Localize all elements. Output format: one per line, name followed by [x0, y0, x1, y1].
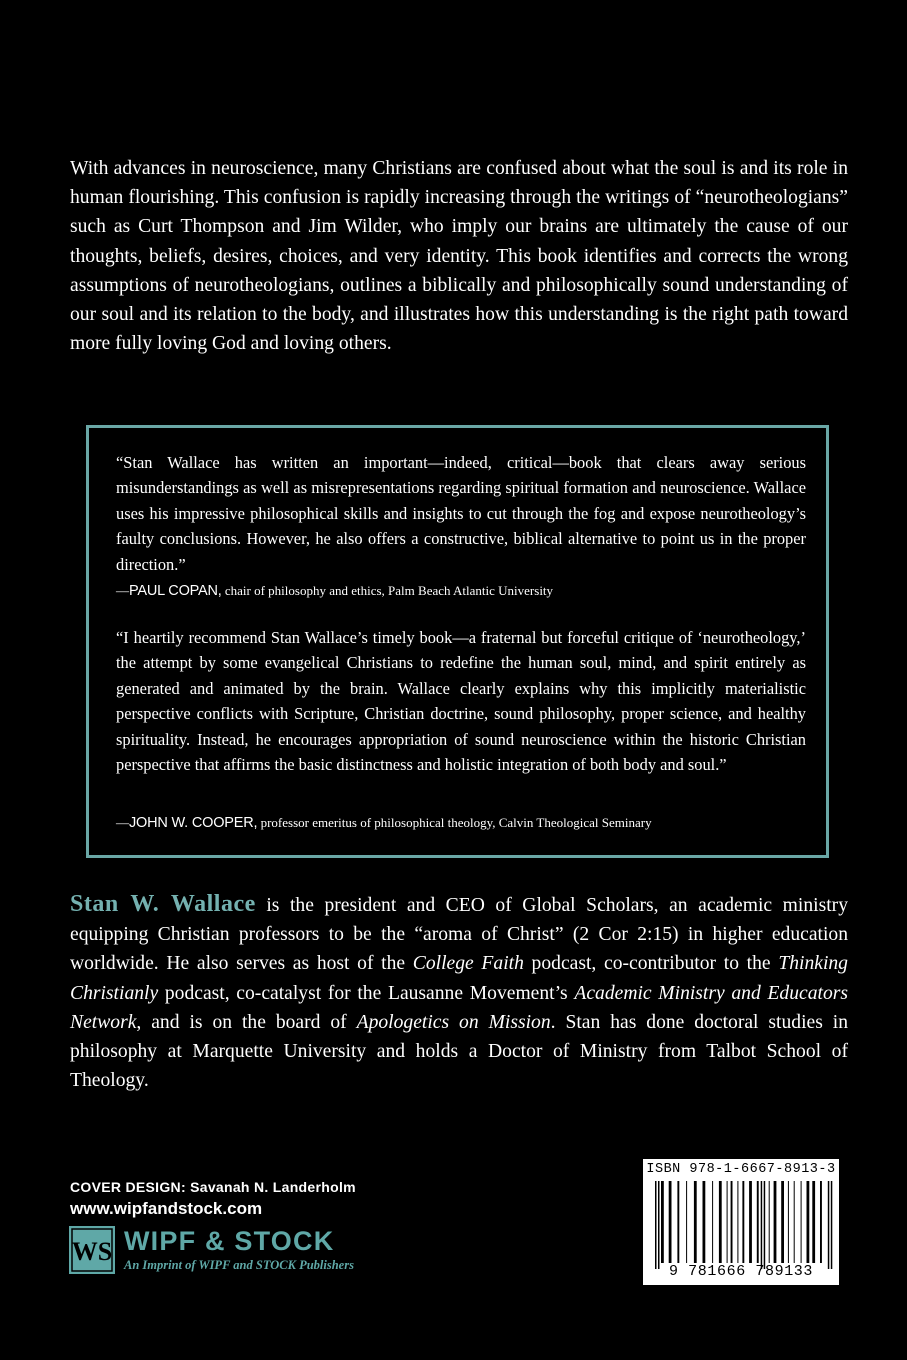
- barcode-bar: [727, 1181, 728, 1263]
- endorsements-box: [86, 425, 829, 858]
- publisher-imprint: An Imprint of WIPF and STOCK Publishers: [124, 1258, 354, 1272]
- barcode-bar: [677, 1181, 679, 1263]
- back-cover-blurb: With advances in neuroscience, many Christians are confused about what the soul is and its role in human flourishing. This confusion is rapidly increasing through the writings of “neurotheologians” such as Curt Thompson and Jim Wilder, who imply our brains are ultimately the cause of our thoughts, beliefs, desires, choices, and very identity. This book identifies and corrects the wrong assumptions of neurotheologians, outlines a biblically and philosophically sound understanding of our soul and its relation to the body, and illustrates how this understanding is the right path toward more fully loving God and loving others.: [70, 158, 848, 355]
- endorsement-quote: “Stan Wallace has written an important—indeed, critical—book that clears away serious misunderstandings as well as misrepresentations regarding spiritual formation and neuroscience. Wallace uses his impressive philosophical skills and insights to cut through the fog and expose neurotheology’s faulty conclusions. However, he also offers a constructive, biblical alternative to point us in the proper direction.”: [116, 453, 806, 574]
- endorser-title: chair of philosophy and ethics, Palm Beach Atlantic University: [221, 583, 554, 598]
- bio-italic-title: College Faith: [412, 953, 524, 975]
- barcode-bar: [769, 1181, 770, 1263]
- endorsement-attribution: [116, 815, 816, 831]
- publisher-website-link[interactable]: www.wipfandstock.com: [70, 1199, 263, 1218]
- barcode-bar: [828, 1181, 830, 1269]
- barcode-bar: [658, 1181, 660, 1269]
- logo-monogram: WS: [71, 1237, 113, 1266]
- publisher-logo-icon: [69, 1226, 115, 1274]
- barcode-bar: [749, 1181, 752, 1263]
- publisher-name: WIPF & STOCK: [124, 1226, 335, 1256]
- bio-italic-title: Academic Ministry and Educators Network: [70, 982, 848, 1033]
- bio-text: podcast, co-catalyst for the Lausanne Movement’s: [158, 982, 575, 1004]
- barcode-bar: [761, 1181, 763, 1269]
- endorser-name: PAUL COPAN,: [129, 583, 222, 599]
- barcode-bar: [703, 1181, 706, 1263]
- barcode-bar: [794, 1181, 795, 1263]
- barcode-bar: [788, 1181, 789, 1263]
- barcode-bar: [655, 1181, 657, 1269]
- barcode-bar: [712, 1181, 713, 1263]
- barcode-bar: [719, 1181, 722, 1263]
- bio-text: podcast, co-contributor to the: [523, 953, 779, 975]
- attribution-dash: —: [116, 583, 129, 598]
- barcode-bar: [737, 1181, 738, 1263]
- bio-text: , and is on the board of: [136, 1011, 357, 1033]
- bio-text: . Stan has done doctoral studies in philosophy at Marquette University and holds a Doctor of Ministry from Talbot School of Theology.: [70, 1011, 849, 1092]
- cover-design-credit: COVER DESIGN: Savanah N. Landerholm: [70, 1179, 356, 1195]
- barcode-bar: [686, 1181, 687, 1263]
- barcode-bar: [781, 1181, 784, 1263]
- barcode-bar: [661, 1181, 664, 1263]
- endorsement-quote: “I heartily recommend Stan Wallace’s timely book—a fraternal but forceful critique of ‘neurotheology,’ the attempt by some evangelical Christians to redefine the human soul, mind, and spirit entirely as generated and animated by the brain. Wallace clearly explains why this implicitly materialistic perspective conflicts with Scripture, Christian doctrine, sound philosophy, proper science, and healthy spirituality. Instead, he encourages appropriation of sound neuroscience within the historic Christian perspective that affirms the basic distinctness and holistic integration of both body and soul.”: [116, 628, 806, 775]
- barcode-bar: [669, 1181, 672, 1263]
- barcode-bar: [831, 1181, 833, 1269]
- barcode-bar: [807, 1181, 810, 1263]
- barcode-bar: [742, 1181, 744, 1263]
- barcode-bar: [694, 1181, 697, 1263]
- bio-italic-title: Thinking Christianly: [70, 953, 848, 1004]
- barcode-bar: [812, 1181, 815, 1263]
- attribution-dash: —: [116, 815, 129, 830]
- author-bio: [70, 890, 848, 1095]
- barcode-bar: [774, 1181, 777, 1263]
- barcode-digits: 9 781666 789133: [668, 1263, 814, 1280]
- bio-italic-title: Apologetics on Mission: [356, 1011, 551, 1033]
- bio-text: is the president and CEO of Global Scholars, an academic ministry equipping Christian professors to be the “aroma of Christ” (2 Cor 2:15) in higher education worldwide. He also serves as host of the: [70, 895, 848, 975]
- barcode-bar: [757, 1181, 759, 1263]
- isbn-barcode: [643, 1159, 839, 1285]
- barcode-bar: [764, 1181, 766, 1269]
- barcode-bar: [820, 1181, 822, 1263]
- isbn-label: ISBN 978-1-6667-8913-3: [646, 1162, 836, 1177]
- author-name: Stan W. Wallace: [70, 891, 256, 917]
- endorser-title: professor emeritus of philosophical theology, Calvin Theological Seminary: [257, 815, 652, 830]
- barcode-bar: [801, 1181, 802, 1263]
- endorsement-attribution: [116, 583, 816, 599]
- barcode-bar: [731, 1181, 733, 1263]
- endorser-name: JOHN W. COOPER,: [129, 815, 258, 831]
